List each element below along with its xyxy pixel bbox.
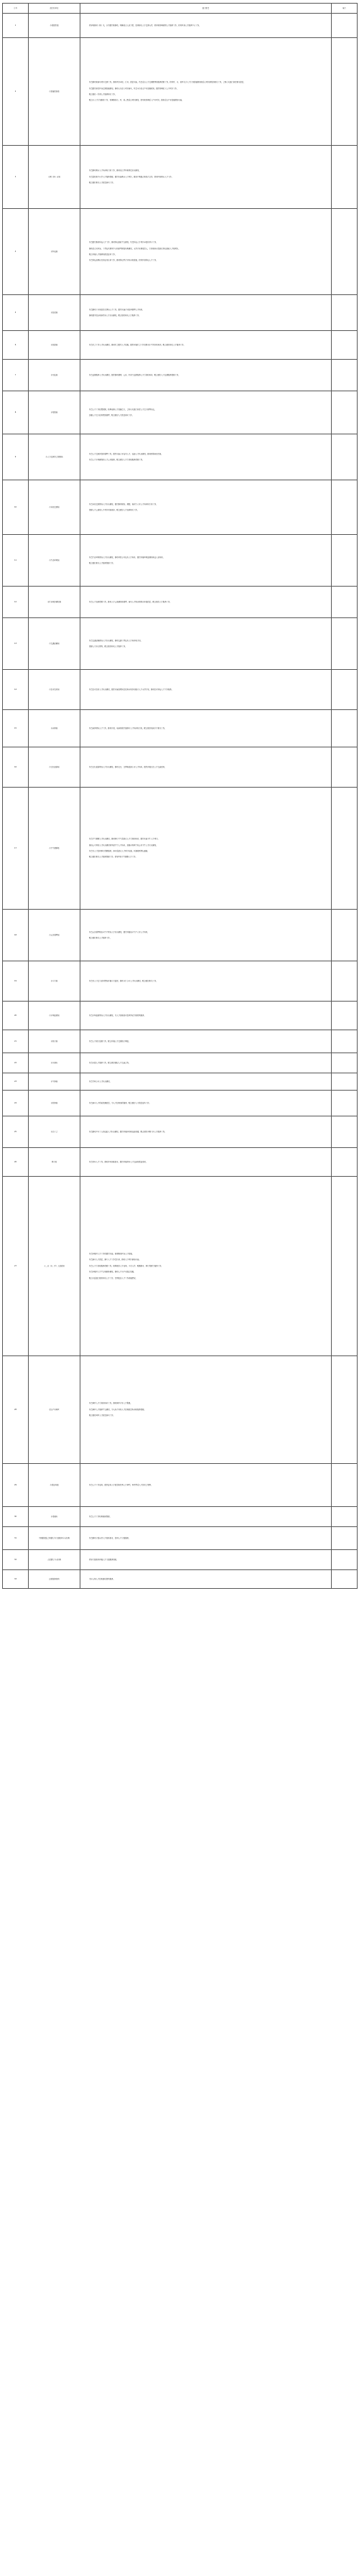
table-row bbox=[3, 434, 358, 480]
duty-paragraph: 配合市人才计划推进工作，协调推进市、区、县三级重点项目建设，指导和协调重大产业项目，推进重点产业发展规划实施。 bbox=[89, 99, 184, 102]
row-duties bbox=[80, 1550, 332, 1570]
table-header-row bbox=[3, 4, 358, 14]
duty-paragraph: 负责人才工作经费保障，统筹安排人才发展资金，会同有关部门制定人才资金管理办法。 bbox=[89, 408, 157, 411]
row-department: 市教（体）育局 bbox=[29, 146, 80, 209]
row-department: 市交通运输局 bbox=[29, 618, 80, 670]
row-number: 4 bbox=[3, 209, 29, 295]
row-remark bbox=[332, 434, 358, 480]
row-number: 31 bbox=[3, 1527, 29, 1550]
duty-paragraph: 负责人才安居保障工作，推动人才公寓建设和管理，落实人才购房和租房补贴政策，配合做好人才服务工作。 bbox=[89, 600, 172, 603]
duty-paragraph: 负责科技成果转化和技术转移工作，推动科技型企业培育和发展，指导区县科技人才工作。 bbox=[89, 259, 158, 262]
duty-paragraph: 负责市场监管领域人才队伍建设，为人才创新创业提供登记注册便利服务。 bbox=[89, 1014, 146, 1017]
row-number: 23 bbox=[3, 1073, 29, 1091]
row-duties bbox=[80, 1527, 332, 1550]
duty-paragraph: 负责青年人才工作，推动青年创新创业，组织开展青年人才交流和联谊活动。 bbox=[89, 1160, 148, 1163]
row-remark bbox=[332, 38, 358, 146]
row-department: 市气象局 bbox=[29, 1073, 80, 1091]
row-remark bbox=[332, 910, 358, 961]
row-duties bbox=[80, 587, 332, 618]
table-row bbox=[3, 618, 358, 670]
duty-paragraph: 负责生态环境领域人才队伍建设，推动环保专业技术人才培养，组织开展环境监测和执法人员培训。 bbox=[89, 556, 165, 559]
row-remark bbox=[332, 1116, 358, 1148]
row-duties bbox=[80, 38, 332, 146]
row-number: 12 bbox=[3, 587, 29, 618]
row-department: 市审计局 bbox=[29, 961, 80, 1002]
row-number: 18 bbox=[3, 910, 29, 961]
table-row bbox=[3, 1073, 358, 1091]
row-department: 市总工会 bbox=[29, 1116, 80, 1148]
duty-paragraph: 负责本辖区人才平台和载体建设，推动人才与产业融合发展。 bbox=[89, 1271, 136, 1274]
row-duties bbox=[80, 331, 332, 360]
row-number: 22 bbox=[3, 1053, 29, 1073]
duty-paragraph: 负责自然资源领域人才队伍建设，组织推动规划、测绘、地质等专业人才培养和引进工作。 bbox=[89, 503, 158, 505]
table-row bbox=[3, 209, 358, 295]
duty-paragraph: 负责推动产业工人和技能人才队伍建设，组织开展劳动和技能竞赛，配合做好劳模工匠人才服务工作。 bbox=[89, 1130, 167, 1133]
row-duties bbox=[80, 480, 332, 535]
row-number: 14 bbox=[3, 670, 29, 710]
duty-paragraph: 负责组织推进科技人才工作，推动科技创新平台建设，负责科技人才项目申报和评审工作。 bbox=[89, 241, 158, 244]
header-duty: 部门职责 bbox=[80, 4, 332, 14]
duty-paragraph: 负责法律服务人才队伍建设，组织推动律师、公证、仲裁等法律服务人才引进和培养，配合做好人才法律服务保障工作。 bbox=[89, 373, 180, 376]
duty-paragraph: 配合做好一系列人才服务相关工作。 bbox=[89, 93, 117, 95]
row-duties bbox=[80, 209, 332, 295]
duty-paragraph: 负责人才引进和服务保障工作，统筹做好人才安居、子女入学、配偶就业、医疗保障等服务工作。 bbox=[89, 1264, 163, 1267]
duty-paragraph: 负责外籍人才服务工作，配合做好国际人才交流合作。 bbox=[89, 1061, 131, 1064]
row-remark bbox=[332, 1053, 358, 1073]
duty-paragraph: 负责社会工作人才队伍建设，推动社会组织人才发展，组织开展社会工作者职业水平评价和培训，配合做好相关人才服务工作。 bbox=[89, 343, 185, 346]
duty-paragraph: 负责落实人才政策，建立人才工作责任制，推动人才项目落地实施。 bbox=[89, 1259, 141, 1261]
row-duties bbox=[80, 391, 332, 434]
duty-paragraph: 负责高校和中小学人才服务保障，组织实施教育人才项目，推进产教融合和校企合作，指导区县教育人才工作。 bbox=[89, 175, 174, 178]
table-row bbox=[3, 710, 358, 747]
duty-paragraph: 配合做好相关人才服务保障工作，指导区县卫生健康人才工作。 bbox=[89, 856, 137, 859]
row-duties bbox=[80, 295, 332, 331]
row-remark bbox=[332, 670, 358, 710]
table-row bbox=[3, 1464, 358, 1507]
table-row bbox=[3, 1177, 358, 1356]
row-duties bbox=[80, 1570, 332, 1589]
duty-paragraph: 配合做好相关人才服务保障工作。 bbox=[89, 562, 115, 564]
row-remark bbox=[332, 747, 358, 788]
row-department: 市商务局 bbox=[29, 710, 80, 747]
row-duties bbox=[80, 670, 332, 710]
row-department: 市民政局 bbox=[29, 331, 80, 360]
duty-paragraph: 保障人才公寓和人才项目用地需求，配合做好人才安居相关工作。 bbox=[89, 509, 139, 511]
row-department: 市财政局 bbox=[29, 391, 80, 434]
row-number: 24 bbox=[3, 1091, 29, 1116]
row-duties bbox=[80, 1002, 332, 1030]
table-row bbox=[3, 1116, 358, 1148]
table-row bbox=[3, 587, 358, 618]
duty-paragraph: 负责推动金融支持人才创新创业，提供人才金融服务。 bbox=[89, 1536, 131, 1539]
row-duties bbox=[80, 1177, 332, 1356]
duty-paragraph: 负责商务领域人才工作，推动外贸、电商和现代服务业人才培养和引进，配合做好招商引才相关工作。 bbox=[89, 727, 167, 729]
row-remark bbox=[332, 1177, 358, 1356]
duty-paragraph: 负责气象专业人才队伍建设。 bbox=[89, 1080, 112, 1083]
duty-paragraph: 负责本辖区人才工作的组织实施，统筹推进区域人才发展。 bbox=[89, 1252, 134, 1255]
row-number: 28 bbox=[3, 1356, 29, 1464]
duty-paragraph: 负责园区人才服务平台建设，为入驻企业和人才提供政策咨询和服务保障。 bbox=[89, 1408, 146, 1411]
table-row bbox=[3, 331, 358, 360]
row-duties bbox=[80, 788, 332, 910]
row-remark bbox=[332, 1002, 358, 1030]
table-row bbox=[3, 391, 358, 434]
row-number: 8 bbox=[3, 391, 29, 434]
row-department: 市科技局 bbox=[29, 209, 80, 295]
row-duties bbox=[80, 961, 332, 1002]
row-number: 26 bbox=[3, 1148, 29, 1177]
row-number: 21 bbox=[3, 1030, 29, 1053]
table-row bbox=[3, 670, 358, 710]
row-department: 市外事办 bbox=[29, 1053, 80, 1073]
table-row bbox=[3, 38, 358, 146]
duty-paragraph: 加强人才资金使用绩效管理，配合做好人才政策落实工作。 bbox=[89, 414, 134, 416]
row-number: 32 bbox=[3, 1550, 29, 1570]
row-remark bbox=[332, 1030, 358, 1053]
duty-paragraph: 负责人才资源开发和管理工作，组织实施专业技术人才、技能人才队伍建设，推进职称制度改革。 bbox=[89, 452, 163, 455]
duty-paragraph: 负责对人才资金使用情况开展审计监督，推动审计专业人才队伍建设，配合做好相关工作。 bbox=[89, 979, 158, 982]
table-row bbox=[3, 146, 358, 209]
header-dept: 部门和单位 bbox=[29, 4, 80, 14]
row-department: 人民银行分支机构 bbox=[29, 1550, 80, 1570]
row-remark bbox=[332, 535, 358, 587]
row-duties bbox=[80, 1053, 332, 1073]
row-duties bbox=[80, 1464, 332, 1507]
row-number: 6 bbox=[3, 331, 29, 360]
row-duties bbox=[80, 360, 332, 391]
table-row bbox=[3, 1002, 358, 1030]
row-remark bbox=[332, 618, 358, 670]
row-department: 市人力资源社会保障局 bbox=[29, 434, 80, 480]
row-duties bbox=[80, 146, 332, 209]
row-department: 市生态环境局 bbox=[29, 535, 80, 587]
duty-paragraph: 负责人才工作机构编制保障。 bbox=[89, 1515, 112, 1518]
row-department: 市自然资源局 bbox=[29, 480, 80, 535]
row-remark bbox=[332, 1527, 358, 1550]
row-number: 29 bbox=[3, 1464, 29, 1507]
row-remark bbox=[332, 480, 358, 535]
duty-paragraph: 负责应急管理和安全生产领域人才队伍建设，组织开展安全生产专业人才培训。 bbox=[89, 930, 149, 933]
row-duties bbox=[80, 747, 332, 788]
row-department: 市农业农村局 bbox=[29, 670, 80, 710]
row-department: 中国银保监会和银行业金融机构分支机构 bbox=[29, 1527, 80, 1550]
row-number: 5 bbox=[3, 295, 29, 331]
row-department: 市应急管理局 bbox=[29, 910, 80, 961]
table-row bbox=[3, 910, 358, 961]
table-row bbox=[3, 360, 358, 391]
row-department: 市司法局 bbox=[29, 360, 80, 391]
row-department: 市委组织部 bbox=[29, 14, 80, 38]
row-remark bbox=[332, 1148, 358, 1177]
row-remark bbox=[332, 360, 358, 391]
row-duties bbox=[80, 1073, 332, 1091]
row-department: 市经信局 bbox=[29, 295, 80, 331]
row-remark bbox=[332, 331, 358, 360]
row-remark bbox=[332, 1356, 358, 1464]
row-department: 重点产业园区 bbox=[29, 1356, 80, 1464]
row-department: 市委编办 bbox=[29, 1507, 80, 1527]
row-department: 市委宣传部 bbox=[29, 1464, 80, 1507]
row-duties bbox=[80, 1148, 332, 1177]
row-number: 3 bbox=[3, 146, 29, 209]
table-row bbox=[3, 295, 358, 331]
row-number: 2 bbox=[3, 38, 29, 146]
table-row bbox=[3, 1091, 358, 1116]
row-remark bbox=[332, 295, 358, 331]
row-number: 7 bbox=[3, 360, 29, 391]
table-row bbox=[3, 1356, 358, 1464]
duty-paragraph: 配合做好园区人才政策落实工作。 bbox=[89, 1414, 115, 1417]
table-row bbox=[3, 14, 358, 38]
table-row bbox=[3, 1507, 358, 1527]
header-remark: 备注 bbox=[332, 4, 358, 14]
duty-paragraph: 负责园区人才引进和培养工作，推动园区企业人才集聚。 bbox=[89, 1402, 132, 1405]
row-duties bbox=[80, 434, 332, 480]
row-number: 13 bbox=[3, 618, 29, 670]
row-remark bbox=[332, 587, 358, 618]
row-remark bbox=[332, 1091, 358, 1116]
duty-paragraph: 负责交通运输领域人才队伍建设，推动交通工程技术人才培养和引进。 bbox=[89, 639, 143, 642]
duty-paragraph: 负责推动工业和信息化领域人才工作，组织实施企业经营管理人才培训。 bbox=[89, 308, 144, 311]
row-number: 17 bbox=[3, 788, 29, 910]
table-row bbox=[3, 480, 358, 535]
duty-paragraph: 推动重点实验室、工程技术研究中心和新型研发机构建设，支持企业研发投入，引进和培育高层次科技创新人才和团队。 bbox=[89, 247, 180, 250]
duty-paragraph: 指导金融机构开展人才金融服务创新。 bbox=[89, 1558, 118, 1561]
duty-paragraph: 负责文化旅游领域人才队伍建设，推动文艺、文博和旅游专业人才培养，组织开展文化人才交流活动。 bbox=[89, 765, 167, 768]
row-number: 16 bbox=[3, 747, 29, 788]
row-department: 市税务局 bbox=[29, 1091, 80, 1116]
row-remark bbox=[332, 14, 358, 38]
table-row bbox=[3, 1527, 358, 1550]
duty-paragraph: 配合开展人才服务和政策宣传工作。 bbox=[89, 253, 117, 256]
header-no: 序号 bbox=[3, 4, 29, 14]
table-row bbox=[3, 1148, 358, 1177]
row-department: 十二家（市、区）人民政府 bbox=[29, 1177, 80, 1356]
row-remark bbox=[332, 1570, 358, 1589]
row-remark bbox=[332, 788, 358, 910]
row-remark bbox=[332, 710, 358, 747]
table-row bbox=[3, 1570, 358, 1589]
row-number: 30 bbox=[3, 1507, 29, 1527]
row-duties bbox=[80, 535, 332, 587]
duty-paragraph: 推进公立医院人才队伍建设和基层卫生人才培养，加强全科医生和公共卫生人才队伍建设。 bbox=[89, 844, 158, 846]
row-number: 1 bbox=[3, 14, 29, 38]
duty-paragraph: 负责人才工作宣传，组织宣传人才政策和优秀人才典型，营造尊重人才的社会氛围。 bbox=[89, 1483, 153, 1486]
duty-paragraph: 配合市直部门做好相关人才工作，定期报送人才工作进展情况。 bbox=[89, 1277, 137, 1279]
table-row bbox=[3, 788, 358, 910]
row-remark bbox=[332, 209, 358, 295]
table-row bbox=[3, 747, 358, 788]
row-number: 19 bbox=[3, 961, 29, 1002]
row-duties bbox=[80, 1116, 332, 1148]
duty-paragraph: 负责卫生健康人才队伍建设，推动医疗卫生高层次人才引进和培养，组织实施卫生人才项目。 bbox=[89, 838, 160, 841]
row-department: 边检服务机构 bbox=[29, 1570, 80, 1589]
row-department: 市市场监管局 bbox=[29, 1002, 80, 1030]
duty-paragraph: 推动数字经济和制造业人才队伍建设，配合做好相关人才服务工作。 bbox=[89, 314, 141, 317]
duty-paragraph: 为出入境人才提供通关便利服务。 bbox=[89, 1577, 115, 1580]
duty-paragraph: 负责组织制定区域资源发展规划，推动有关重大项目落实，负责全市重点产业发展规划，组织协调重大人才项目工作。 bbox=[89, 87, 179, 90]
duty-paragraph: 配合做好相关人才政策落实工作。 bbox=[89, 182, 115, 185]
row-number: 11 bbox=[3, 535, 29, 587]
row-duties bbox=[80, 618, 332, 670]
row-department: 市统计局 bbox=[29, 1030, 80, 1053]
table-row bbox=[3, 1053, 358, 1073]
row-remark bbox=[332, 961, 358, 1002]
row-department: 市卫生健康委 bbox=[29, 788, 80, 910]
table-row bbox=[3, 1550, 358, 1570]
table-row bbox=[3, 961, 358, 1002]
row-department: 团市委 bbox=[29, 1148, 80, 1177]
row-duties bbox=[80, 14, 332, 38]
row-number: 25 bbox=[3, 1116, 29, 1148]
row-duties bbox=[80, 1030, 332, 1053]
row-department: 市住房城乡建设局 bbox=[29, 587, 80, 618]
table-body bbox=[3, 14, 358, 1589]
row-remark bbox=[332, 1550, 358, 1570]
row-number: 20 bbox=[3, 1002, 29, 1030]
row-remark bbox=[332, 1464, 358, 1507]
row-duties bbox=[80, 710, 332, 747]
row-remark bbox=[332, 1073, 358, 1091]
duty-paragraph: 负责落实人才税收优惠政策，为人才提供纳税服务，配合做好人才政策宣传工作。 bbox=[89, 1101, 151, 1104]
table-row bbox=[3, 1030, 358, 1053]
duty-paragraph: 配合做好相关人才服务工作。 bbox=[89, 937, 112, 939]
row-number: 9 bbox=[3, 434, 29, 480]
duty-paragraph: 负责人才市场建设和人才公共服务，配合做好人才引进和服务保障工作。 bbox=[89, 459, 144, 461]
row-remark bbox=[332, 146, 358, 209]
responsibility-table bbox=[2, 3, 358, 1589]
row-number: 15 bbox=[3, 710, 29, 747]
duty-paragraph: 负责推动和落实项目资源工作，推动项目申报、行业、政策实施，负责重点人才资源配置和服务保障工作，指导区、市、县区关于人才计划发展规划和重点项目建设的相关工作，会同有关部门制定相关政策。 bbox=[89, 81, 246, 84]
row-remark bbox=[332, 1507, 358, 1527]
duty-paragraph: 保障人才出行便利，配合做好相关人才服务工作。 bbox=[89, 645, 127, 648]
row-remark bbox=[332, 391, 358, 434]
duty-paragraph: 负责人才统计监测工作，配合开展人才资源统计调查。 bbox=[89, 1040, 131, 1042]
row-number: 33 bbox=[3, 1570, 29, 1589]
duty-paragraph: 负责为人才提供医疗保健服务，落实高层次人才医疗待遇，开通就医绿色通道。 bbox=[89, 850, 149, 852]
table-row bbox=[3, 535, 358, 587]
duty-paragraph: 指导和推动（相）关，认真组织和推动，明确重点人员力量，提供相关人才资源支持，指导和协调县级人才服务工作，指导区县人才服务中心工作。 bbox=[89, 24, 201, 27]
row-duties bbox=[80, 1356, 332, 1464]
duty-paragraph: 负责推动教育人才培养和引进工作，推动重点学科和师资队伍建设。 bbox=[89, 169, 141, 172]
row-department: 市文化旅游局 bbox=[29, 747, 80, 788]
row-number: 27 bbox=[3, 1177, 29, 1356]
row-department: 市发展改革委 bbox=[29, 38, 80, 146]
row-duties bbox=[80, 910, 332, 961]
duty-paragraph: 负责农业农村人才队伍建设，组织实施高素质农民培育和乡村振兴人才支持计划，推动农业科技人才下乡服务。 bbox=[89, 688, 174, 691]
row-duties bbox=[80, 1091, 332, 1116]
row-duties bbox=[80, 1507, 332, 1527]
row-number: 10 bbox=[3, 480, 29, 535]
